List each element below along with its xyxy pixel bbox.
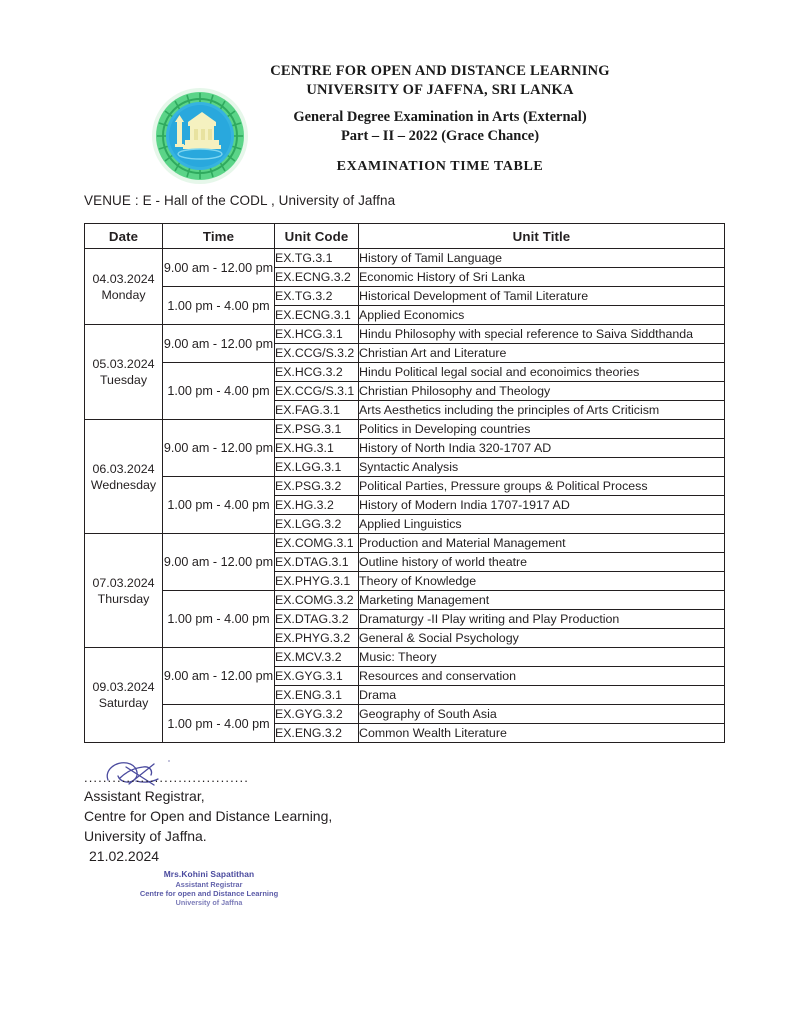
cell-unit-title: Dramaturgy -II Play writing and Play Production xyxy=(359,610,725,629)
weekday-value: Thursday xyxy=(97,591,150,606)
cell-unit-title: Outline history of world theatre xyxy=(359,553,725,572)
cell-unit-title: Music: Theory xyxy=(359,648,725,667)
cell-unit-title: General & Social Psychology xyxy=(359,629,725,648)
cell-unit-code: EX.HCG.3.1 xyxy=(275,325,359,344)
cell-unit-code: EX.FAG.3.1 xyxy=(275,401,359,420)
cell-time: 9.00 am - 12.00 pm xyxy=(163,249,275,287)
cell-unit-title: Syntactic Analysis xyxy=(359,458,725,477)
cell-unit-code: EX.GYG.3.2 xyxy=(275,705,359,724)
cell-unit-title: History of Modern India 1707-1917 AD xyxy=(359,496,725,515)
cell-unit-title: Historical Development of Tamil Literature xyxy=(359,287,725,306)
stamp-office: Centre for open and Distance Learning xyxy=(139,888,279,898)
cell-time: 9.00 am - 12.00 pm xyxy=(163,534,275,591)
signature-block xyxy=(84,770,504,907)
timetable-container xyxy=(84,223,724,743)
cell-unit-title: Theory of Knowledge xyxy=(359,572,725,591)
weekday-value: Monday xyxy=(101,287,146,302)
timetable-body xyxy=(85,249,725,743)
official-stamp xyxy=(94,870,324,907)
cell-unit-code: EX.CCG/S.3.1 xyxy=(275,382,359,401)
cell-time: 1.00 pm - 4.00 pm xyxy=(163,591,275,648)
table-row xyxy=(85,249,725,268)
table-row xyxy=(85,591,725,610)
column-header-code: Unit Code xyxy=(275,224,359,249)
table-header-row xyxy=(85,224,725,249)
cell-date xyxy=(85,420,163,534)
cell-unit-title: Applied Economics xyxy=(359,306,725,325)
cell-date xyxy=(85,249,163,325)
cell-unit-title: Economic History of Sri Lanka xyxy=(359,268,725,287)
cell-time: 1.00 pm - 4.00 pm xyxy=(163,705,275,743)
signatory-office: Centre for Open and Distance Learning, xyxy=(84,808,333,824)
table-row xyxy=(85,648,725,667)
cell-unit-title: Hindu Political legal social and econoimics theories xyxy=(359,363,725,382)
table-row xyxy=(85,420,725,439)
exam-line-2: Part – II – 2022 (Grace Chance) xyxy=(340,128,540,144)
org-line-2: UNIVERSITY OF JAFFNA, SRI LANKA xyxy=(306,82,574,98)
cell-unit-title: Arts Aesthetics including the principles of Arts Criticism xyxy=(359,401,725,420)
document-header xyxy=(0,62,791,192)
signatory-title: Assistant Registrar, xyxy=(84,788,205,804)
date-value: 07.03.2024 xyxy=(92,575,155,590)
header-title-stack xyxy=(160,62,720,176)
cell-unit-title: Christian Philosophy and Theology xyxy=(359,382,725,401)
exam-line-1: General Degree Examination in Arts (External) xyxy=(293,109,587,125)
weekday-value: Tuesday xyxy=(99,373,148,387)
cell-date xyxy=(85,648,163,743)
cell-time: 9.00 am - 12.00 pm xyxy=(163,325,275,363)
cell-unit-code: EX.HCG.3.2 xyxy=(275,363,359,382)
venue-line: VENUE : E - Hall of the CODL , University of Jaffna xyxy=(84,193,396,208)
cell-unit-code: EX.LGG.3.2 xyxy=(275,515,359,534)
cell-unit-code: EX.ENG.3.1 xyxy=(275,686,359,705)
org-line-1: CENTRE FOR OPEN AND DISTANCE LEARNING xyxy=(270,63,610,79)
cell-time: 9.00 am - 12.00 pm xyxy=(163,648,275,705)
cell-unit-title: Geography of South Asia xyxy=(359,705,725,724)
cell-unit-code: EX.DTAG.3.1 xyxy=(275,553,359,572)
cell-unit-code: EX.CCG/S.3.2 xyxy=(275,344,359,363)
cell-unit-title: Resources and conservation xyxy=(359,667,725,686)
page-title: EXAMINATION TIME TABLE xyxy=(336,159,544,174)
cell-unit-title: Common Wealth Literature xyxy=(359,724,725,743)
cell-unit-code: EX.COMG.3.1 xyxy=(275,534,359,553)
table-row xyxy=(85,705,725,724)
cell-time: 1.00 pm - 4.00 pm xyxy=(163,477,275,534)
cell-unit-code: EX.COMG.3.2 xyxy=(275,591,359,610)
cell-unit-title: History of Tamil Language xyxy=(359,249,725,268)
examination-timetable xyxy=(84,223,725,743)
cell-unit-code: EX.HG.3.1 xyxy=(275,439,359,458)
cell-time: 9.00 am - 12.00 pm xyxy=(163,420,275,477)
cell-unit-title: Production and Material Management xyxy=(359,534,725,553)
cell-date xyxy=(85,325,163,420)
spacer xyxy=(160,100,720,108)
date-value: 04.03.2024 xyxy=(92,271,155,286)
column-header-time: Time xyxy=(163,224,275,249)
cell-unit-code: EX.ECNG.3.1 xyxy=(275,306,359,325)
stamp-university: University of Jaffna xyxy=(175,897,243,907)
cell-unit-code: EX.LGG.3.1 xyxy=(275,458,359,477)
cell-unit-code: EX.PSG.3.2 xyxy=(275,477,359,496)
signed-date: 21.02.2024 xyxy=(89,848,160,864)
cell-unit-code: EX.DTAG.3.2 xyxy=(275,610,359,629)
cell-unit-title: Political Parties, Pressure groups & Political Process xyxy=(359,477,725,496)
cell-unit-code: EX.PHYG.3.2 xyxy=(275,629,359,648)
table-row xyxy=(85,287,725,306)
cell-unit-code: EX.TG.3.2 xyxy=(275,287,359,306)
spacer xyxy=(160,146,720,157)
date-value: 09.03.2024 xyxy=(92,680,155,694)
table-row xyxy=(85,477,725,496)
cell-unit-code: EX.HG.3.2 xyxy=(275,496,359,515)
cell-time: 1.00 pm - 4.00 pm xyxy=(163,287,275,325)
cell-unit-title: Marketing Management xyxy=(359,591,725,610)
weekday-value: Wednesday xyxy=(90,477,157,492)
stamp-role: Assistant Registrar xyxy=(175,879,243,889)
table-row xyxy=(85,325,725,344)
cell-unit-title: Politics in Developing countries xyxy=(359,420,725,439)
signatory-university: University of Jaffna. xyxy=(84,828,207,844)
cell-unit-title: Hindu Philosophy with special reference to Saiva Siddthanda xyxy=(359,325,725,344)
signature-dotted-line: ................................... xyxy=(84,770,249,785)
column-header-date: Date xyxy=(85,224,163,249)
cell-date xyxy=(85,534,163,648)
cell-unit-code: EX.PHYG.3.1 xyxy=(275,572,359,591)
cell-unit-title: Applied Linguistics xyxy=(359,515,725,534)
weekday-value: Saturday xyxy=(98,696,149,710)
stamp-name: Mrs.Kohini Sapatithan xyxy=(163,869,255,879)
table-row xyxy=(85,534,725,553)
cell-unit-title: Christian Art and Literature xyxy=(359,344,725,363)
cell-time: 1.00 pm - 4.00 pm xyxy=(163,363,275,420)
date-value: 06.03.2024 xyxy=(92,461,155,476)
cell-unit-code: EX.ENG.3.2 xyxy=(275,724,359,743)
cell-unit-title: History of North India 320-1707 AD xyxy=(359,439,725,458)
cell-unit-code: EX.MCV.3.2 xyxy=(275,648,359,667)
cell-unit-code: EX.PSG.3.1 xyxy=(275,420,359,439)
table-row xyxy=(85,363,725,382)
date-value: 05.03.2024 xyxy=(92,357,155,371)
column-header-title: Unit Title xyxy=(359,224,725,249)
cell-unit-code: EX.GYG.3.1 xyxy=(275,667,359,686)
cell-unit-title: Drama xyxy=(359,686,725,705)
cell-unit-code: EX.TG.3.1 xyxy=(275,249,359,268)
cell-unit-code: EX.ECNG.3.2 xyxy=(275,268,359,287)
